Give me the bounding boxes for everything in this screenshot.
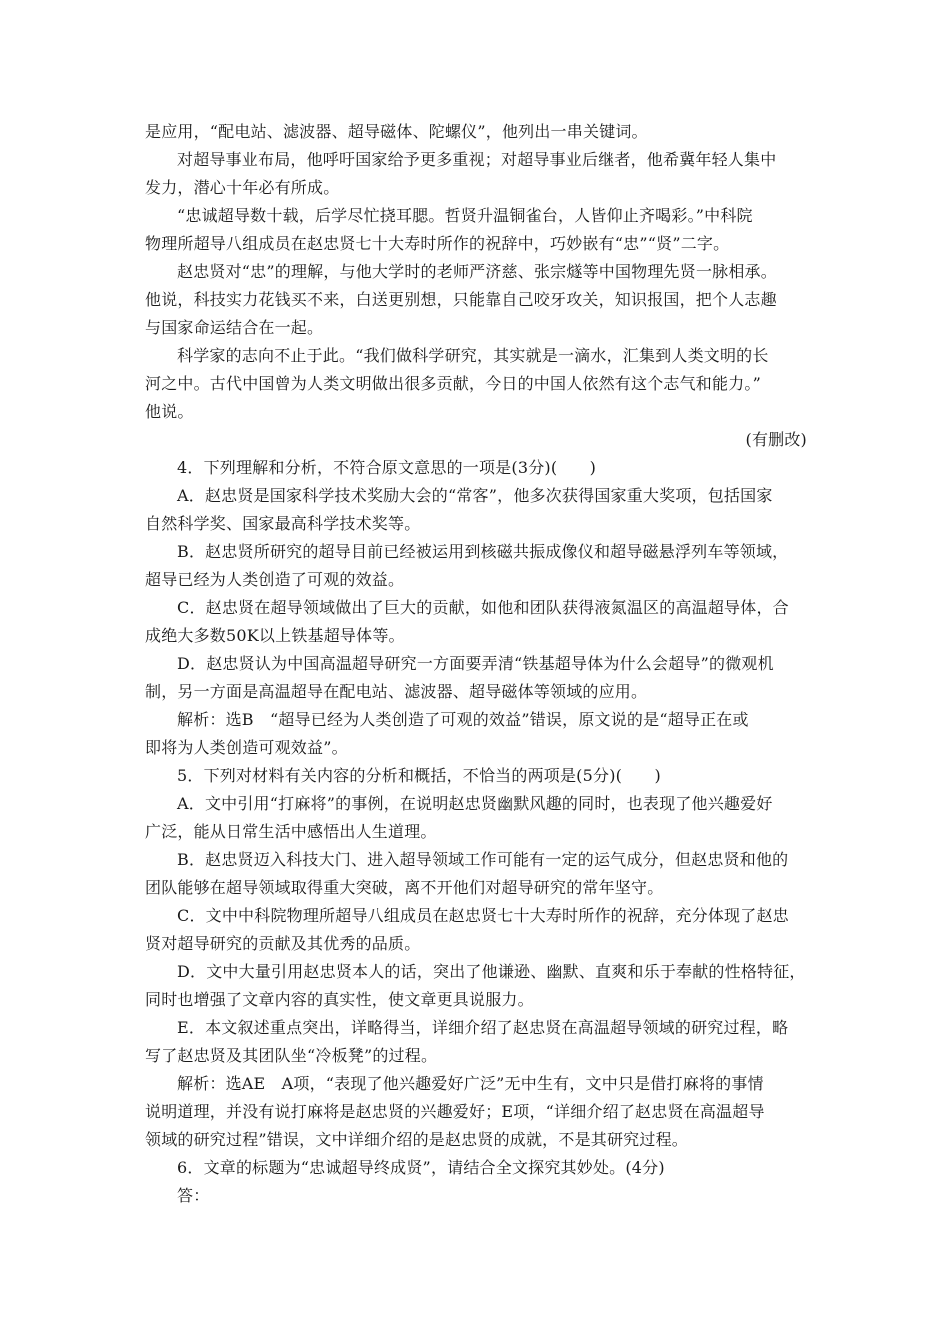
analysis-line: 说明道理，并没有说打麻将是赵忠贤的兴趣爱好；E项，“详细介绍了赵忠贤在高温超导 — [145, 1102, 765, 1121]
edit-note: (有删改) — [745, 430, 807, 449]
document-page — [145, 118, 807, 1210]
article-line: 对超导事业布局，他呼吁国家给予更多重视；对超导事业后继者，他希冀年轻人集中 — [177, 150, 777, 169]
article-text — [145, 118, 807, 454]
article-line: 他说。 — [145, 402, 194, 421]
question-4-stem: 4．下列理解和分析，不符合原文意思的一项是(3分)( ) — [177, 458, 597, 477]
article-line: 河之中。古代中国曾为人类文明做出很多贡献，今日的中国人依然有这个志气和能力。” — [145, 374, 761, 393]
article-line: 发力，潜心十年必有所成。 — [145, 178, 340, 197]
option-line: 广泛，能从日常生活中感悟出人生道理。 — [145, 822, 437, 841]
option-line: E．本文叙述重点突出，详略得当，详细介绍了赵忠贤在高温超导领域的研究过程，略 — [177, 1018, 789, 1037]
option-line: B．赵忠贤迈入科技大门、进入超导领域工作可能有一定的运气成分，但赵忠贤和他的 — [177, 850, 789, 869]
analysis-line: 解析：选AE A项，“表现了他兴趣爱好广泛”无中生有，文中只是借打麻将的事情 — [177, 1074, 764, 1093]
option-line: C．赵忠贤在超导领域做出了巨大的贡献，如他和团队获得液氮温区的高温超导体，合 — [177, 598, 789, 617]
option-line: D．文中大量引用赵忠贤本人的话，突出了他谦逊、幽默、直爽和乐于奉献的性格特征， — [177, 962, 806, 981]
option-line: A．赵忠贤是国家科学技术奖励大会的“常客”，他多次获得国家重大奖项，包括国家 — [177, 486, 773, 505]
option-line: 团队能够在超导领域取得重大突破，离不开他们对超导研究的常年坚守。 — [145, 878, 664, 897]
analysis-line: 即将为人类创造可观效益”。 — [145, 738, 348, 757]
option-line: 写了赵忠贤及其团队坐“冷板凳”的过程。 — [145, 1046, 438, 1065]
article-line: “忠诚超导数十载，后学尽忙挠耳腮。哲贤升温铜雀台，人皆仰止齐喝彩。”中科院 — [177, 206, 753, 225]
article-line: 赵忠贤对“忠”的理解，与他大学时的老师严济慈、张宗燧等中国物理先贤一脉相承。 — [177, 262, 777, 281]
answer-label: 答： — [177, 1186, 210, 1205]
option-line: 成绝大多数50K以上铁基超导体等。 — [145, 626, 405, 645]
article-line: 科学家的志向不止于此。“我们做科学研究，其实就是一滴水，汇集到人类文明的长 — [177, 346, 769, 365]
option-line: 超导已经为人类创造了可观的效益。 — [145, 570, 405, 589]
option-line: 制，另一方面是高温超导在配电站、滤波器、超导磁体等领域的应用。 — [145, 682, 648, 701]
option-line: D．赵忠贤认为中国高温超导研究一方面要弄清“铁基超导体为什么会超导”的微观机 — [177, 654, 774, 673]
option-line: 自然科学奖、国家最高科学技术奖等。 — [145, 514, 421, 533]
analysis-line: 解析：选B “超导已经为人类创造了可观的效益”错误，原文说的是“超导正在或 — [177, 710, 749, 729]
article-line: 是应用，“配电站、滤波器、超导磁体、陀螺仪”，他列出一串关键词。 — [145, 122, 648, 141]
questions-section — [145, 454, 807, 1210]
article-line: 与国家命运结合在一起。 — [145, 318, 324, 337]
question-5-stem: 5．下列对材料有关内容的分析和概括，不恰当的两项是(5分)( ) — [177, 766, 661, 785]
analysis-line: 领域的研究过程”错误，文中详细介绍的是赵忠贤的成就，不是其研究过程。 — [145, 1130, 688, 1149]
option-line: C．文中中科院物理所超导八组成员在赵忠贤七十大寿时所作的祝辞，充分体现了赵忠 — [177, 906, 789, 925]
article-line: 物理所超导八组成员在赵忠贤七十大寿时所作的祝辞中，巧妙嵌有“忠”“贤”二字。 — [145, 234, 730, 253]
option-line: 贤对超导研究的贡献及其优秀的品质。 — [145, 934, 421, 953]
question-6-stem: 6．文章的标题为“忠诚超导终成贤”，请结合全文探究其妙处。(4分) — [177, 1158, 665, 1177]
article-line: 他说，科技实力花钱买不来，白送更别想，只能靠自己咬牙攻关，知识报国，把个人志趣 — [145, 290, 777, 309]
option-line: 同时也增强了文章内容的真实性，使文章更具说服力。 — [145, 990, 534, 1009]
option-line: B．赵忠贤所研究的超导目前已经被运用到核磁共振成像仪和超导磁悬浮列车等领域， — [177, 542, 789, 561]
option-line: A．文中引用“打麻将”的事例，在说明赵忠贤幽默风趣的同时，也表现了他兴趣爱好 — [177, 794, 773, 813]
